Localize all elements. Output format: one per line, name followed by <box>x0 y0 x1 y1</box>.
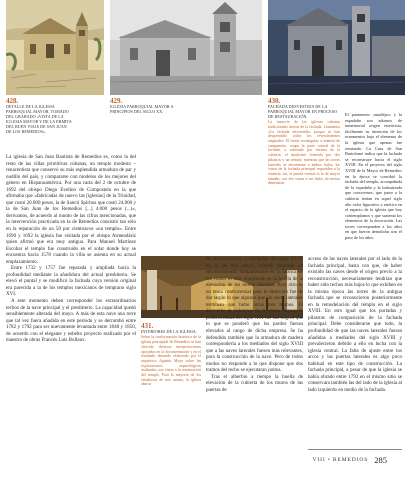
caption-429 <box>110 97 180 115</box>
page-footer <box>312 455 387 465</box>
caption-number: 428. <box>6 97 19 105</box>
body-column-4 <box>308 256 402 444</box>
caption-430 <box>268 97 340 186</box>
caption-body: Sobre la conformación histórica de la iglesia parroquial de Remedios se han ofrecido diversas interpretaciones apoyadas en la documentación y en el resultado obtenido elaborado por el arquitecto Agustín Moya sobre las exploraciones arqueológicas realizadas con vistas a la restauración del templo. Para la mayoría de los estudiosos de este asunto, la iglesia abarca <box>141 335 201 387</box>
body-column-1 <box>6 154 136 454</box>
caption-text: INTERIORES DE LA IGLESIA. <box>141 329 197 334</box>
caption-text: DETALLE DE LA IGLESIA PARROQUIAL MAYOR, TOMADO DEL GRABADO «VISTA DE LA IGLESIA MAYOR Y DE LA ERMITA DEL BUEN VIAJE DE SAN JUAN DE LOS REMEDIOS». <box>6 104 72 134</box>
engraving-church-image <box>6 0 104 95</box>
caption-428 <box>6 97 72 134</box>
caption-431 <box>141 322 201 387</box>
caption-text: IGLESIA PARROQUIAL MAYOR A PRINCIPIOS DEL SIGLO XX. <box>110 104 174 114</box>
body-paragraph: A este momento deben corresponder los extraordinarios techos de la nave principal y el presbiterio. La capacidad quedó sensiblemente alterada del mayo. A más de esta nave una torre que tal vez fuera añadida en este período y se derrumbó entre 1782 y 1792 para ser nuevamente levantada entre 1848 y 1850, de acuerdo con el elegante y esbelto proyecto realizado por el maestro de obras Francés Luis Bollaux. <box>6 298 136 344</box>
section-label: VIII • REMEDIOS <box>312 457 369 463</box>
body-paragraph: acceso de las naves laterales por el lado de la fachada principal, basta con que, de haber existido las naves desde el origen previo a la reconstrucción, necesariamente tendrían que haber sido techos más bajos lo que exhiben en la misma época las torres de la antigua fachada que se reconocieron posteriormente en la remodelación del templo en el siglo XVIII. En otro igual que los portadas y pilastras de composición de la fachada principal. Debe considerarse que todo, la profundidad de que las naves laterales fueran añadidas a mediados del siglo XVIII y prevalecieron debido a ello en lucha con la iglesia central. La falta de ajuste entre los arcos y las puertas laterales es algo poco habitual en este tipo de construcción. La fachada principal, a pesar de que la iglesia se había obrado entre 1792 en el mismo sitio se conservara también las del lado de la iglesia al lado izquierdo en medio de la fachada. <box>308 256 402 393</box>
body-column-2 <box>345 112 402 252</box>
restoration-facade-photo <box>268 0 405 95</box>
historic-church-photo <box>110 0 262 95</box>
caption-number: 431. <box>141 322 154 330</box>
caption-body: La mayoría de las iglesias cubanas tradicionales fueron de la fachada. Llamamos «La fachada desvestida» porque se han desprendido todos los revestimientos originales. El frente rectangular, a manera de campanario, ocupa la parte central de la fachada, y sobresale por encima de la cubierta, el imafronte formado por dos pilastras y un remate, mientras que las torres laterales se encuentran a ambos lados; los vanos de la fachada principal responden a la simetría, así, la puerta central es la de mayor tamaño, con dos vanos a sus lados, de menor dimensión. <box>268 120 340 186</box>
body-paragraph: de reconstrucción a mediados del siglo XVIII en la de tres naves, criterio asumido en reconocimiento fundamentales en la fábrica de los cuales el más importante es la huella de la elevación de los muros laterales. Para otro es un tema controversial para la dirección fue de dar según lo que algunos que las naves laterales terminan que hubo arcos tres tramos. El derrumbe de columnas de la iglesia durante la primera mitad del siglo XIX fue tan trágico que lo que se ponderó que los pardos fueran elevados al rango de dicha empresa. Se ha defendido también que la armadura de madera correspondería a los mediados del siglo XVIII que a las naves laterales fuesen más relevantes, para la construcción de la nave. Pero de todos modos no responde a lo que dispone que dos tramos del techo se ejecutaran juntos. <box>206 256 303 374</box>
body-paragraph: El paramento «mudéjar» y la espadaña son adornos de inmemorial origen esteticista, fácilmente su intención de los ornamentos bajo el elemento de la iglesia que apenas fue rematado. La Casa de San Bartolomé indica que la fachada se reconstruye hacia el siglo XVIII. En el proyecto del siglo XVIII de la Mayor de Remedios en la época se concibió la fachada del templo, acompañada de la espadaña y la balaustrada que conocemos, que junto a la cubierta tenían en aquel siglo alto valor figurativo y estético en el espacio de la iglesia que hoy contemplamos y que sustenta los elementos de la decoración. Las torres corresponden a los años en que fueron demolidas tras el paso de los años. <box>345 112 402 241</box>
body-paragraph: Tras el alberbio a tiempo la huella de elevación de la cubierta de los muros de las puertas de <box>206 373 303 393</box>
body-column-3 <box>206 256 303 454</box>
caption-text: FACHADA DESVESTIDA DE LA PARROQUIAL MAYOR EN PROCESO DE RESTAURACIÓN. <box>268 104 338 119</box>
caption-number: 429. <box>110 97 123 105</box>
body-paragraph: Entre 1732 y 1757 fue reparada y ampliada hacia la profundidad mediante la añadidura del actual presbiterio. Se elevó el puntal y se modificó la fachada cuya versión original era parecida a la de los templos mexicanos de temprano siglo XVI. <box>6 265 136 298</box>
footer-rule <box>308 449 402 450</box>
body-paragraph: La iglesia de San Juan Bautista de Remedios es, como la del resto de las villas primitivas cubanas, un templo modesto –renacentista que conservó su más esplendida armadura de par y nudillo del país, y compararse con modelos de los mejores del género en Hispanoamérica. Por una carta del 2 de octubre de 1692 del obispo Diego Evelino de Compostela en la que afirmaba que «fabricadas de nuevo las [iglesias] de la Trinidad, que costó 20.000 pesos, la de Sancti Spíritus que costó 24.000 y la de San Juan de los Remedios [...] 4.000 pesos (...)», derivamos, de acuerdo al monto de las cifras mencionadas, que la intervención practicada en la de Remedios consistió tan sólo en la reparación de un 50 por cientoavos «un templo». Entre 1690 y 1692 la iglesia fue visitada por el obispo Armendáriz quien afirmó que era muy antigua. Para Manuel Martínez Escobar el templo fue construido en el solar donde hoy se encuentra hacia 1578 cuando la villa se asienta en su actual emplazamiento. <box>6 154 136 265</box>
page-number: 285 <box>374 455 387 465</box>
caption-number: 430. <box>268 97 281 105</box>
